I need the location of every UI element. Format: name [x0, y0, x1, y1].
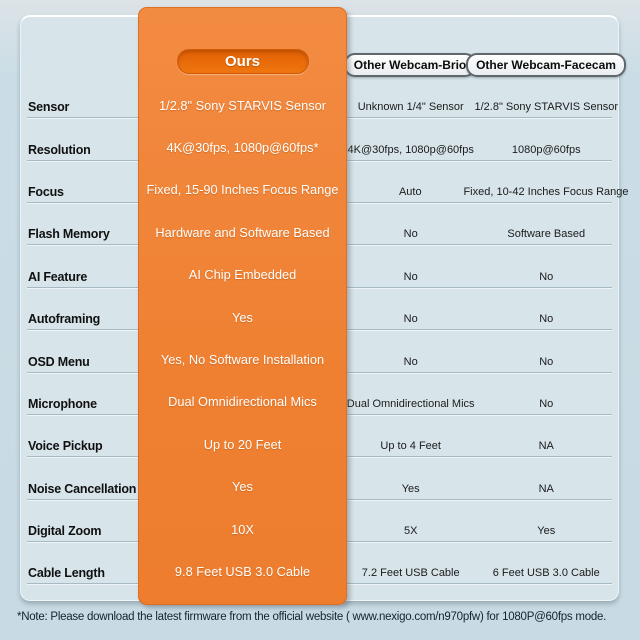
ours-value: 10X	[231, 521, 254, 537]
brio-value: 5X	[403, 525, 418, 538]
feature-label: AI Feature	[28, 269, 88, 284]
ours-value: Dual Omnidirectional Mics	[168, 394, 317, 410]
brio-value: No	[403, 313, 418, 326]
facecam-value: NA	[538, 440, 554, 453]
brio-value: Unknown 1/4" Sensor	[357, 101, 464, 114]
feature-label: OSD Menu	[28, 354, 90, 369]
facecam-value: No	[539, 397, 554, 410]
ours-column	[138, 7, 347, 605]
facecam-value: 1/2.8" Sony STARVIS Sensor	[474, 101, 618, 114]
ours-value: Hardware and Software Based	[155, 224, 330, 240]
brio-value: No	[403, 270, 418, 283]
facecam-value: NA	[538, 482, 554, 495]
column-header-ours: Ours	[177, 49, 309, 74]
facecam-value: No	[539, 270, 554, 283]
ours-value: Yes	[232, 309, 253, 325]
feature-label: Microphone	[28, 396, 97, 411]
column-header-facecam: Other Webcam-Facecam	[466, 53, 626, 77]
ours-column-values	[138, 84, 347, 593]
facecam-value: 6 Feet USB 3.0 Cable	[492, 567, 600, 580]
brio-value: No	[403, 228, 418, 241]
ours-value: 1/2.8" Sony STARVIS Sensor	[159, 97, 326, 113]
brio-value: 4K@30fps, 1080p@60fps	[347, 143, 474, 156]
ours-value: 4K@30fps, 1080p@60fps*	[166, 140, 319, 156]
brio-value: 7.2 Feet USB Cable	[361, 567, 460, 580]
facecam-value: Fixed, 10-42 Inches Focus Range	[463, 185, 629, 198]
facecam-value: No	[539, 313, 554, 326]
feature-label: Voice Pickup	[28, 439, 103, 454]
facecam-value: 1080p@60fps	[511, 143, 581, 156]
facecam-value: Software Based	[507, 228, 586, 241]
feature-label: Flash Memory	[28, 227, 110, 242]
brio-value: Up to 4 Feet	[380, 440, 441, 453]
brio-value: Auto	[398, 185, 422, 198]
ours-value: Fixed, 15-90 Inches Focus Range	[146, 182, 339, 198]
ours-value: Yes	[232, 479, 253, 495]
brio-value: Yes	[401, 482, 420, 495]
feature-label: Cable Length	[28, 566, 105, 581]
feature-label: Focus	[28, 184, 64, 199]
feature-label: Sensor	[28, 100, 70, 115]
feature-label: Digital Zoom	[28, 524, 102, 539]
footnote: *Note: Please download the latest firmware from the official website ( www.nexigo.com/n970pfw) for 1080P@60fps mode.	[17, 611, 607, 623]
ours-value: AI Chip Embedded	[188, 267, 297, 283]
facecam-value: No	[539, 355, 554, 368]
facecam-value: Yes	[537, 525, 556, 538]
feature-label: Autoframing	[28, 312, 101, 327]
feature-label: Noise Cancellation	[28, 481, 137, 496]
ours-value: 9.8 Feet USB 3.0 Cable	[174, 563, 311, 579]
column-header-brio: Other Webcam-Brio	[344, 53, 476, 77]
brio-value: Dual Omnidirectional Mics	[346, 397, 475, 410]
feature-label: Resolution	[28, 142, 91, 157]
ours-value: Yes, No Software Installation	[160, 352, 325, 368]
ours-value: Up to 20 Feet	[203, 436, 282, 452]
brio-value: No	[403, 355, 418, 368]
